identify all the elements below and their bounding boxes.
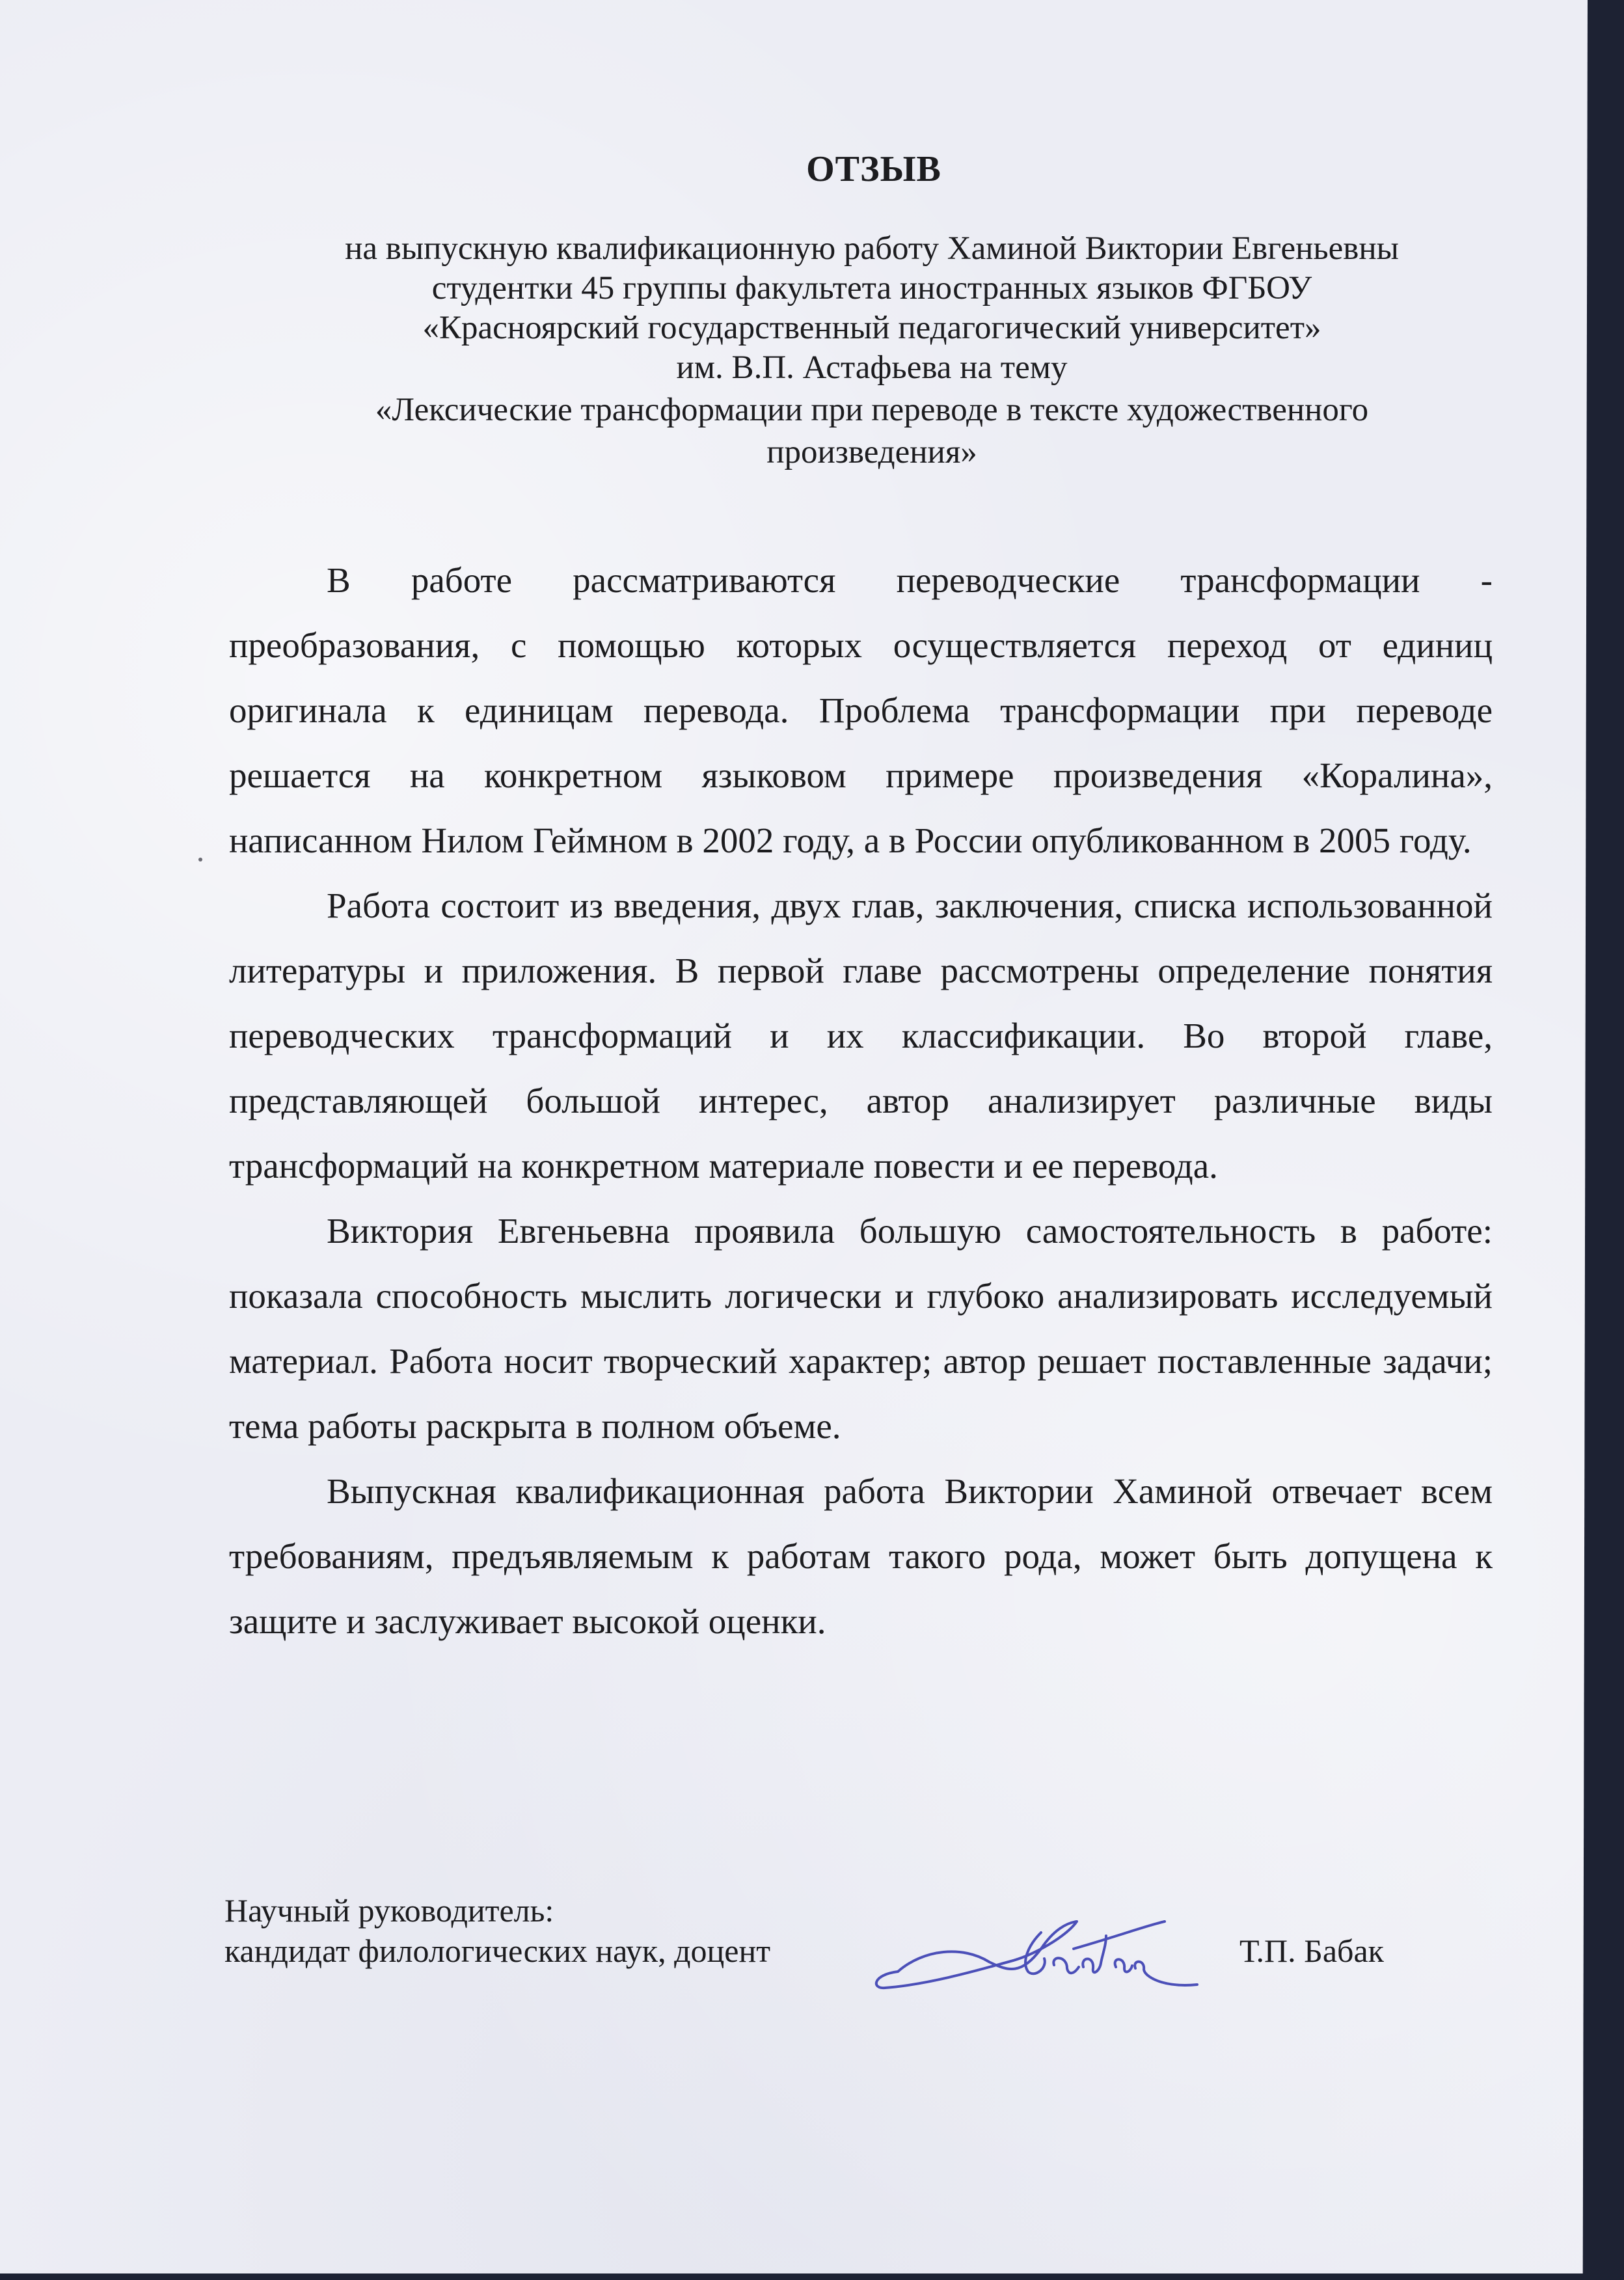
supervisor-name: Т.П. Бабак — [1239, 1933, 1384, 1969]
subtitle-line: произведения» — [766, 434, 977, 470]
paragraph-structure: Работа состоит из введения, двух глав, заключения, списка использованной литературы и приложения. В первой главе рассмотрены определение понятия переводческих трансформаций и их классификации. Во второй главе, представляющей большой интерес, автор анализирует различные виды трансформаций на конкретном материале повести и ее перевода. — [229, 886, 1493, 1186]
paragraph-conclusion: Выпускная квалификационная работа Виктории Хаминой отвечает всем требованиям, предъявляемым к работам такого рода, может быть допущена к защите и заслуживает высокой оценки. — [229, 1471, 1493, 1641]
review-body — [229, 548, 1493, 1654]
paragraph-assessment: Виктория Евгеньевна проявила большую самостоятельность в работе: показала способность мыслить логически и глубоко анализировать исследуемый материал. Работа носит творческий характер; автор решает поставленные задачи; тема работы раскрыта в полном объеме. — [229, 1211, 1493, 1446]
supervisor-role: Научный руководитель: — [224, 1892, 554, 1929]
document-title: ОТЗЫВ — [806, 149, 941, 189]
paragraph-topic: В работе рассматриваются переводческие трансформации - преобразования, с помощью которых осуществляется переход от единиц оригинала к единицам перевода. Проблема трансформации при переводе решается на конкретном языковом примере произведения «Коралина», написанном Нилом Геймном в 2002 году, а в России опубликованном в 2005 году. — [229, 560, 1493, 860]
subtitle-line: «Лексические трансформации при переводе в тексте художественного — [375, 392, 1369, 428]
subtitle-line: «Красноярский государственный педагогический университет» — [422, 310, 1321, 346]
document-subtitle — [234, 229, 1509, 472]
scan-speck — [198, 858, 202, 862]
supervisor-line — [224, 1931, 1461, 1971]
subtitle-line: на выпускную квалификационную работу Хаминой Виктории Евгеньевны — [345, 230, 1399, 267]
signature-block — [224, 1890, 1461, 1971]
supervisor-degree: кандидат филологических наук, доцент — [224, 1933, 771, 1969]
subtitle-line: им. В.П. Астафьева на тему — [676, 349, 1068, 386]
subtitle-line: студентки 45 группы факультета иностранных языков ФГБОУ — [431, 270, 1312, 306]
handwritten-signature — [859, 1910, 1249, 2007]
